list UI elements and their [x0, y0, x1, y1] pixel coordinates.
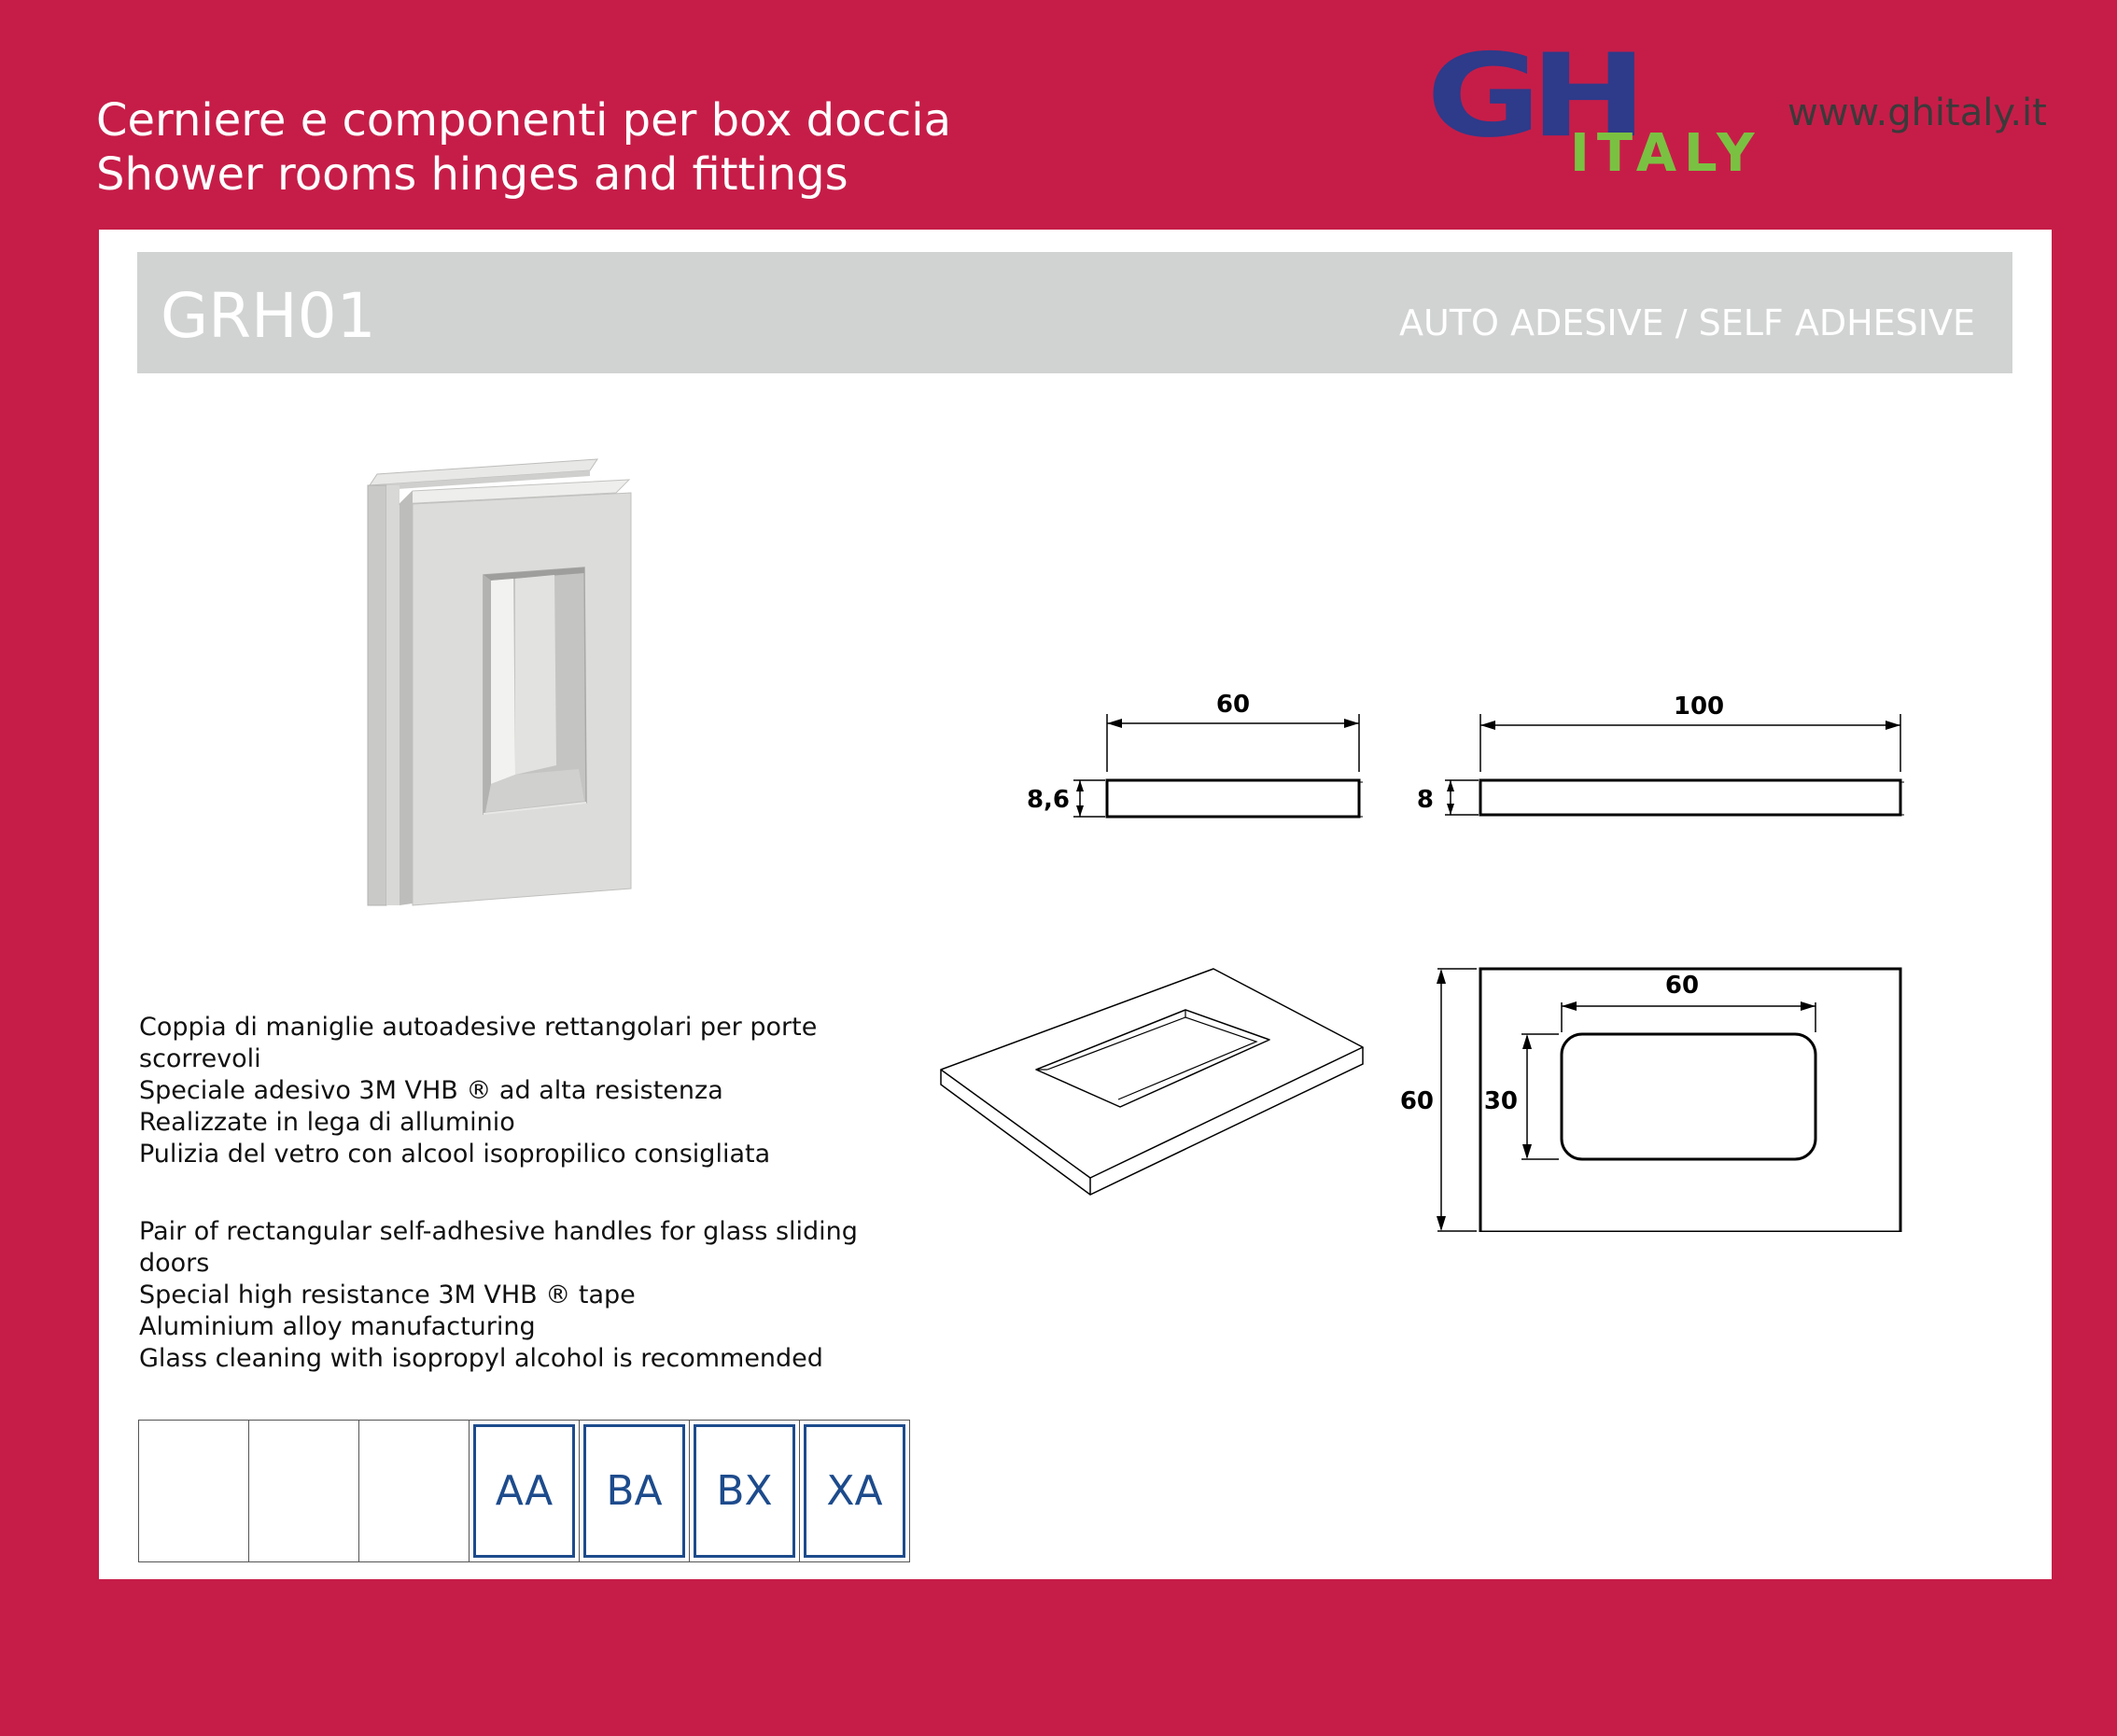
dim-side-width: 60	[1215, 691, 1251, 719]
logo-gh-letters: GH	[1426, 30, 1636, 163]
description-italian	[139, 1012, 886, 1170]
dim-opening-width: 60	[1664, 972, 1700, 1000]
finish-code-xa: XA	[804, 1424, 905, 1558]
dim-side-thickness: 8,6	[1026, 786, 1070, 814]
front-view-drawing	[1391, 961, 1914, 1232]
top-view-drawing	[1400, 686, 1923, 826]
isometric-drawing	[933, 961, 1381, 1204]
logo-italy-letters: ITALY	[1570, 123, 1762, 184]
dim-top-width: 100	[1673, 693, 1725, 721]
product-illustration	[355, 448, 653, 915]
website-link[interactable]: www.ghitaly.it	[1788, 91, 2047, 134]
finish-code-ba: BA	[583, 1424, 685, 1558]
gh-italy-logo	[1426, 30, 1772, 184]
dim-top-thickness: 8	[1416, 786, 1434, 814]
header-title-english: Shower rooms hinges and fittings	[96, 148, 848, 201]
description-line: Speciale adesivo 3M VHB ® ad alta resistenza	[139, 1076, 723, 1105]
description-line: Aluminium alloy manufacturing	[139, 1312, 536, 1341]
product-title-bar	[137, 252, 2012, 373]
description-line: Realizzate in lega di alluminio	[139, 1108, 515, 1137]
header-title-italian: Cerniere e componenti per box doccia	[96, 94, 952, 147]
finish-empty-cell	[249, 1420, 359, 1562]
description-line: Pulizia del vetro con alcool isopropilico consigliata	[139, 1140, 771, 1169]
finish-cell-bx	[690, 1420, 800, 1562]
description-line: Coppia di maniglie autoadesive rettangolari per porte	[139, 1013, 818, 1042]
side-view-drawing	[1017, 686, 1372, 826]
description-line: Glass cleaning with isopropyl alcohol is recommended	[139, 1344, 823, 1373]
product-code: GRH01	[161, 280, 376, 352]
finish-code-bx: BX	[694, 1424, 795, 1558]
finish-empty-cell	[359, 1420, 470, 1562]
finish-empty-cell	[138, 1420, 249, 1562]
dim-opening-height: 30	[1483, 1087, 1518, 1115]
description-line: doors	[139, 1249, 210, 1278]
description-line: Pair of rectangular self-adhesive handles for glass sliding	[139, 1217, 858, 1246]
description-line: Special high resistance 3M VHB ® tape	[139, 1281, 636, 1309]
finish-options	[138, 1420, 910, 1562]
dim-front-height: 60	[1399, 1087, 1434, 1115]
finish-code-aa: AA	[473, 1424, 575, 1558]
description-english	[139, 1216, 886, 1375]
finish-cell-xa	[800, 1420, 910, 1562]
finish-cell-aa	[470, 1420, 580, 1562]
description-line: scorrevoli	[139, 1044, 261, 1073]
header-title	[96, 93, 951, 202]
finish-cell-ba	[580, 1420, 690, 1562]
product-type: AUTO ADESIVE / SELF ADHESIVE	[1399, 302, 1975, 343]
